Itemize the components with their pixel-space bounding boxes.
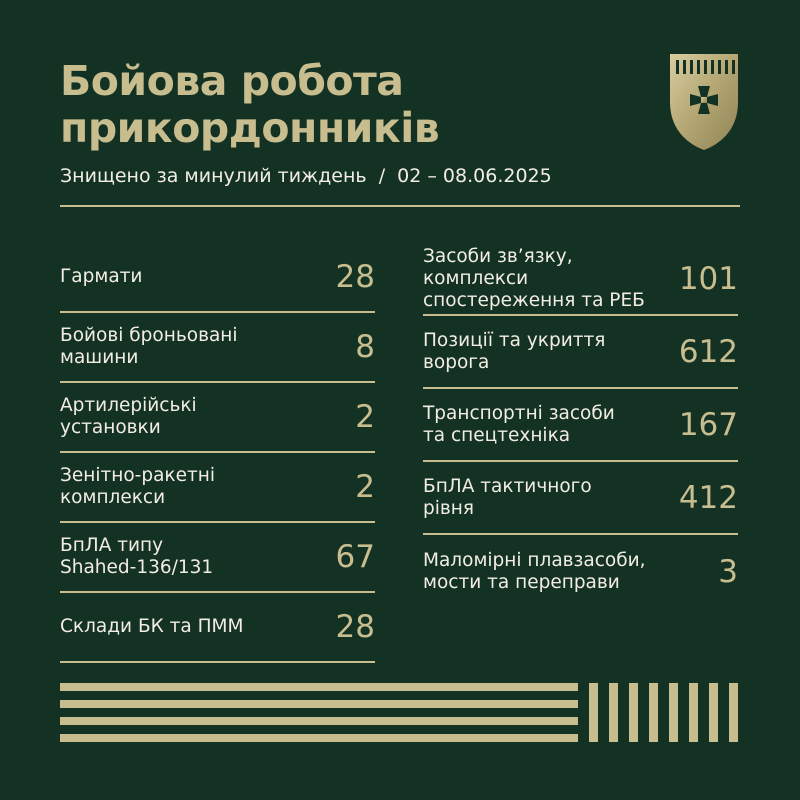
stat-value: 3 <box>718 553 738 590</box>
stat-row <box>423 389 738 462</box>
header-divider <box>60 205 740 207</box>
stat-row <box>60 243 375 313</box>
stat-row <box>60 453 375 523</box>
stat-row <box>423 316 738 389</box>
title-line-1: Бойова робота <box>60 57 404 105</box>
stat-row <box>60 593 375 663</box>
stat-row <box>60 383 375 453</box>
title-line-2: прикордонників <box>60 104 440 152</box>
stat-value: 2 <box>355 399 375 435</box>
stat-row <box>423 462 738 535</box>
stat-value: 67 <box>335 539 375 575</box>
stat-row <box>60 523 375 593</box>
stat-label: Маломірні плавзасоби, мости та переправи <box>423 549 646 593</box>
stat-value: 612 <box>678 333 738 370</box>
stat-row <box>423 243 738 316</box>
stat-value: 101 <box>678 260 738 297</box>
stat-label: Зенітно-ракетні комплекси <box>60 465 215 508</box>
stat-value: 28 <box>335 609 375 645</box>
stat-label: БпЛА типу Shahed-136/131 <box>60 535 214 578</box>
stat-label: Гармати <box>60 266 143 287</box>
stat-value: 167 <box>678 406 738 443</box>
decorative-stripes <box>60 683 740 743</box>
stat-value: 2 <box>355 469 375 505</box>
stat-label: Позиції та укриття ворога <box>423 329 606 373</box>
right-stats-column <box>423 243 738 608</box>
subtitle: Знищено за минулий тиждень / 02 – 08.06.2025 <box>60 165 552 187</box>
left-stats-column <box>60 243 375 663</box>
stat-label: Склади БК та ПММ <box>60 616 244 637</box>
stat-label: Артилерійські установки <box>60 395 197 438</box>
border-guard-shield-icon <box>668 52 740 152</box>
stat-value: 28 <box>335 259 375 295</box>
stat-label: Засоби зв’язку, комплекси спостереження та РЕБ <box>423 245 645 311</box>
stat-label: БпЛА тактичного рівня <box>423 475 592 519</box>
stat-value: 412 <box>678 479 738 516</box>
stat-row <box>423 535 738 608</box>
page-title <box>60 58 439 152</box>
stat-value: 8 <box>355 329 375 365</box>
stat-label: Транспортні засоби та спецтехніка <box>423 402 615 446</box>
stat-row <box>60 313 375 383</box>
stat-label: Бойові броньовані машини <box>60 325 238 368</box>
